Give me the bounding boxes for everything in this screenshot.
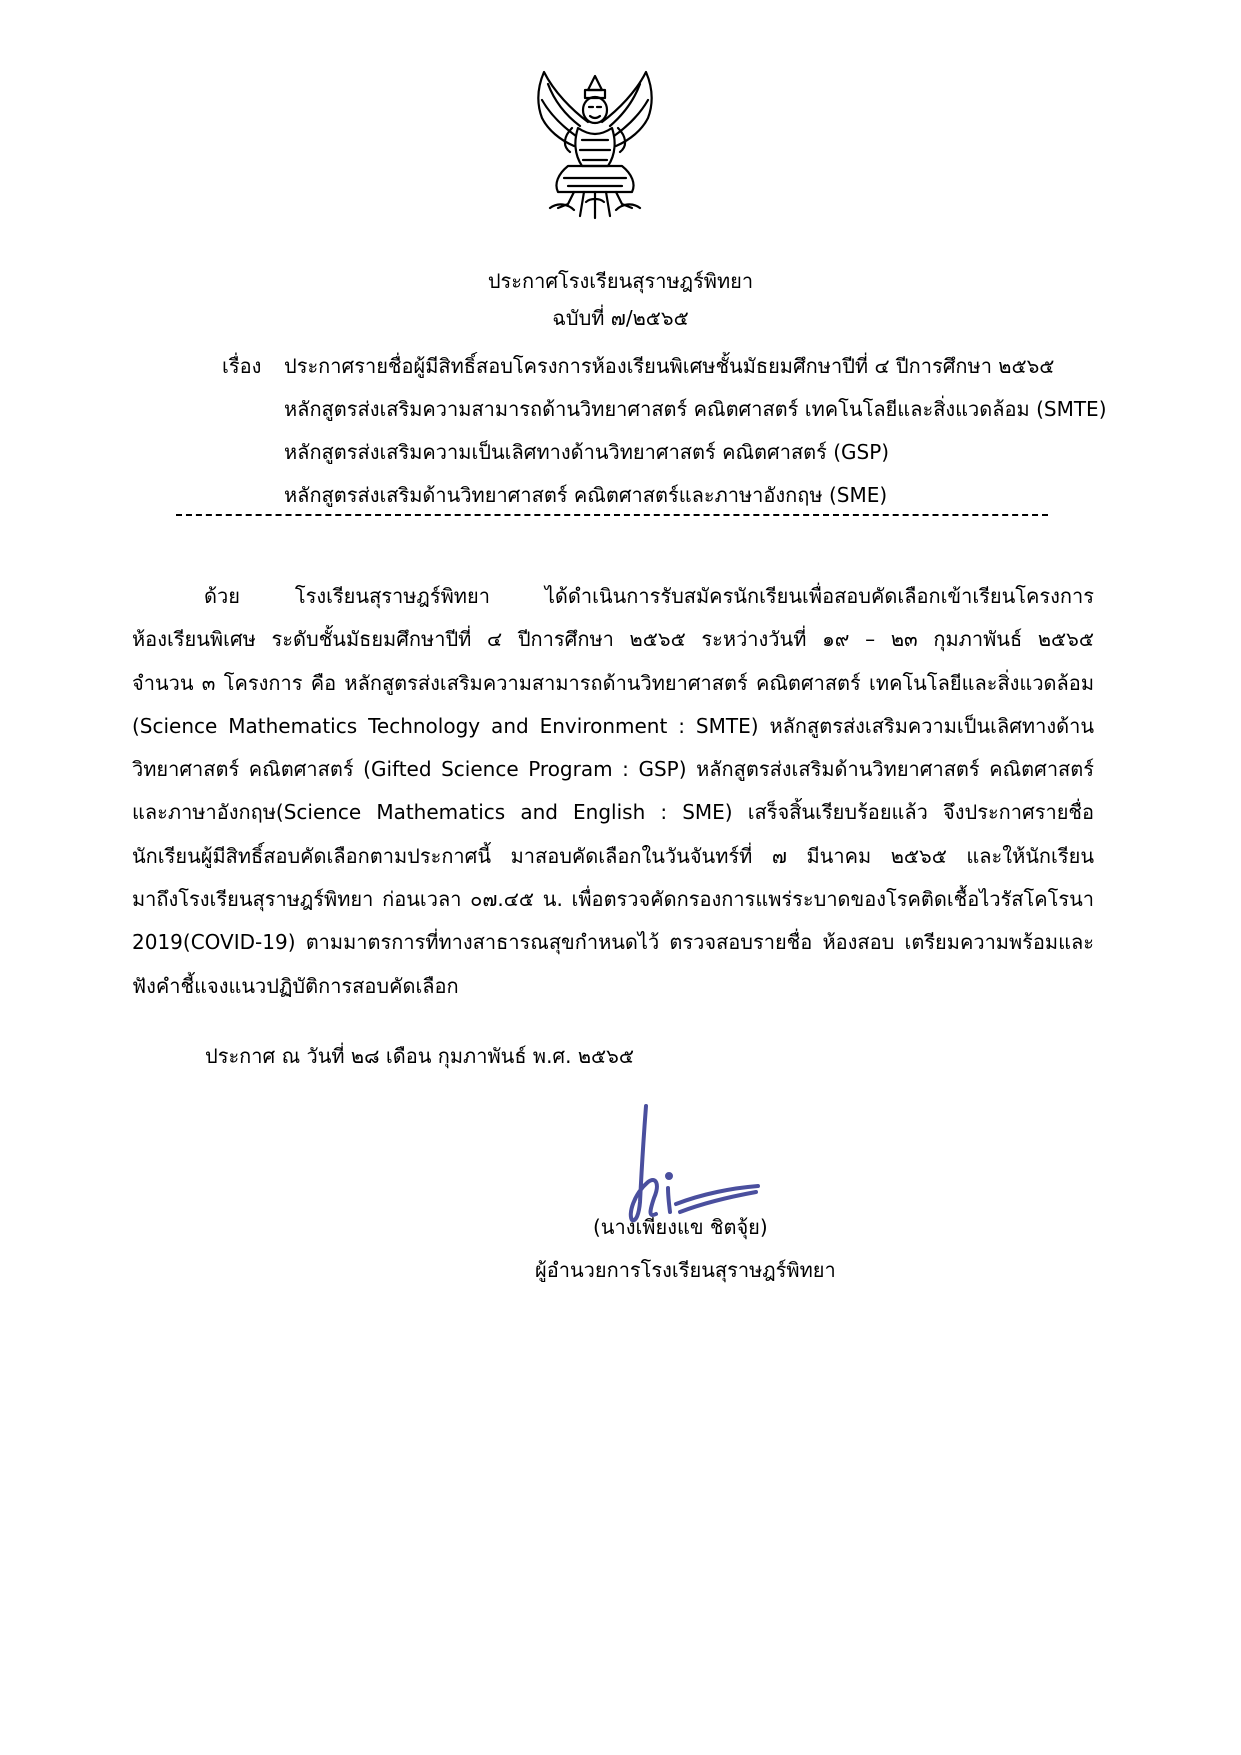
subject-line: หลักสูตรส่งเสริมความเป็นเลิศทางด้านวิทยาศาสตร์ คณิตศาสตร์ (GSP)	[284, 440, 890, 464]
body-line: วิทยาศาสตร์ คณิตศาสตร์ (Gifted Science Program : GSP) หลักสูตรส่งเสริมด้านวิทยาศาสตร์ คณิตศาสตร์	[132, 757, 1094, 782]
subject-block	[222, 345, 1107, 517]
garuda-emblem-icon	[528, 70, 662, 220]
body-line: นักเรียนผู้มีสิทธิ์สอบคัดเลือกตามประกาศนี้ มาสอบคัดเลือกในวันจันทร์ที่ ๗ มีนาคม ๒๕๖๕ และให้นักเรียน	[132, 843, 1094, 868]
body-line: 2019(COVID-19) ตามมาตรการที่ทางสาธารณสุขกำหนดไว้ ตรวจสอบรายชื่อ ห้องสอบ เตรียมความพร้อมและ	[132, 930, 1094, 955]
signatory-position: ผู้อำนวยการโรงเรียนสุราษฎร์พิทยา	[535, 1258, 836, 1282]
body-line: มาถึงโรงเรียนสุราษฎร์พิทยา ก่อนเวลา ๐๗.๔๕ น. เพื่อตรวจคัดกรองการแพร่ระบาดของโรคติดเชื้อไวรัสโคโรนา	[132, 887, 1094, 912]
signatory-name: (นางเพียงแข ชิตจุ้ย)	[593, 1215, 768, 1239]
subject-label: เรื่อง	[222, 354, 262, 378]
body-line: ห้องเรียนพิเศษ ระดับชั้นมัธยมศึกษาปีที่ ๔ ปีการศึกษา ๒๕๖๕ ระหว่างวันที่ ๑๙ – ๒๓ กุมภาพันธ์ ๒๕๖๕	[132, 627, 1094, 652]
body-line: จำนวน ๓ โครงการ คือ หลักสูตรส่งเสริมความสามารถด้านวิทยาศาสตร์ คณิตศาสตร์ เทคโนโลยีและสิ่งแวดล้อม	[132, 670, 1094, 695]
subject-line: หลักสูตรส่งเสริมความสามารถด้านวิทยาศาสตร์ คณิตศาสตร์ เทคโนโลยีและสิ่งแวดล้อม (SMTE)	[284, 397, 1107, 421]
body-paragraph	[132, 575, 1094, 1008]
body-line: และภาษาอังกฤษ(Science Mathematics and English : SME) เสร็จสิ้นเรียบร้อยแล้ว จึงประกาศรายชื่อ	[132, 800, 1094, 825]
dashed-divider	[176, 514, 1048, 516]
body-line: ฟังคำชี้แจงแนวปฏิบัติการสอบคัดเลือก	[132, 973, 459, 998]
subject-line: หลักสูตรส่งเสริมด้านวิทยาศาสตร์ คณิตศาสตร์และภาษาอังกฤษ (SME)	[284, 483, 888, 507]
announcement-date: ประกาศ ณ วันที่ ๒๘ เดือน กุมภาพันธ์ พ.ศ. ๒๕๖๕	[205, 1044, 634, 1068]
announcement-title: ประกาศโรงเรียนสุราษฎร์พิทยา	[487, 269, 754, 293]
body-line: ด้วย โรงเรียนสุราษฎร์พิทยา ได้ดำเนินการรับสมัครนักเรียนเพื่อสอบคัดเลือกเข้าเรียนโครงการ	[204, 584, 1094, 608]
announcement-number: ฉบับที่ ๗/๒๕๖๕	[552, 306, 689, 330]
subject-line: ประกาศรายชื่อผู้มีสิทธิ์สอบโครงการห้องเรียนพิเศษชั้นมัธยมศึกษาปีที่ ๔ ปีการศึกษา ๒๕๖๕	[284, 354, 1055, 378]
body-line: (Science Mathematics Technology and Environment : SMTE) หลักสูตรส่งเสริมความเป็นเลิศทางด้าน	[132, 713, 1094, 738]
